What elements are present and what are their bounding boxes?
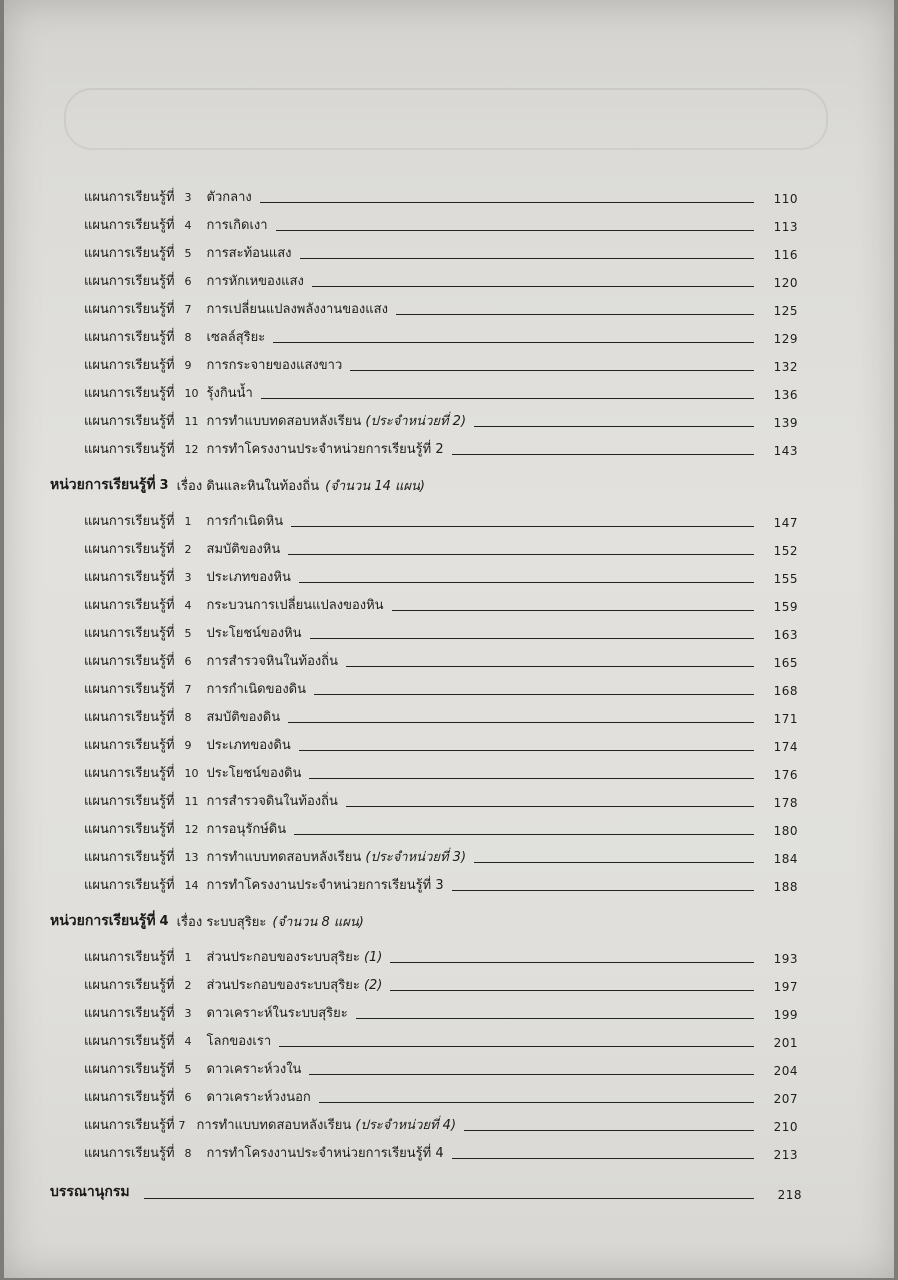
entry-label <box>84 974 382 999</box>
toc-entry <box>4 1027 894 1055</box>
dot-leader <box>390 962 754 963</box>
plan-title: การทำโครงงานประจำหน่วยการเรียนรู้ที่ 2 <box>206 442 444 457</box>
toc-entry <box>4 351 894 379</box>
plan-number: 10 <box>184 767 199 780</box>
topic-word: เรื่อง <box>176 914 203 930</box>
entry-label <box>84 650 338 675</box>
toc-entry <box>4 871 894 899</box>
plan-title: ประโยชน์ของหิน <box>206 626 302 641</box>
plan-title: สมบัติของดิน <box>206 710 281 725</box>
plan-title: การทำแบบทดสอบหลังเรียน <box>196 1118 352 1133</box>
plan-prefix: แผนการเรียนรู้ที่ <box>84 218 175 233</box>
plan-prefix: แผนการเรียนรู้ที่ <box>84 274 175 289</box>
dot-leader <box>273 342 754 343</box>
plan-title: การเกิดเงา <box>206 218 268 233</box>
page-number: 176 <box>773 768 798 782</box>
plan-prefix: แผนการเรียนรู้ที่ <box>84 442 175 457</box>
plan-number: 3 <box>184 1007 192 1020</box>
page-number: 188 <box>773 880 798 894</box>
dot-leader <box>350 370 754 371</box>
dot-leader <box>144 1198 754 1199</box>
plan-prefix: แผนการเรียนรู้ที่ <box>84 542 175 557</box>
plan-prefix: แผนการเรียนรู้ที่ <box>84 878 175 893</box>
plan-number: 6 <box>184 1091 192 1104</box>
entry-label <box>84 790 338 815</box>
plan-number: 6 <box>184 655 192 668</box>
toc-entry <box>4 435 894 463</box>
plan-title: การกำเนิดหิน <box>206 514 284 529</box>
entry-label <box>84 706 280 731</box>
dot-leader <box>396 314 754 315</box>
dot-leader <box>392 610 754 611</box>
page-number: 132 <box>773 360 798 374</box>
toc-group-unit-3 <box>4 507 894 899</box>
dot-leader <box>464 1130 754 1131</box>
dot-leader <box>288 722 754 723</box>
plan-prefix: แผนการเรียนรู้ที่ <box>84 1146 175 1161</box>
page-number: 165 <box>773 656 798 670</box>
plan-prefix: แผนการเรียนรู้ที่ <box>84 822 175 837</box>
plan-number: 12 <box>184 823 199 836</box>
page-number: 201 <box>773 1036 798 1050</box>
toc-entry <box>4 943 894 971</box>
plan-number: 13 <box>184 851 199 864</box>
plan-number: 6 <box>184 275 192 288</box>
plan-number: 7 <box>184 683 192 696</box>
toc-entry <box>4 507 894 535</box>
toc-entry <box>4 703 894 731</box>
plan-note: (2) <box>363 978 383 993</box>
page-number: 125 <box>773 304 798 318</box>
entry-label <box>84 242 292 267</box>
plan-prefix: แผนการเรียนรู้ที่ <box>84 978 175 993</box>
entry-label <box>84 1114 456 1139</box>
toc-entry <box>4 843 894 871</box>
toc-entry <box>4 1139 894 1167</box>
entry-label <box>84 1086 311 1111</box>
plan-title: ดาวเคราะห์ในระบบสุริยะ <box>206 1006 348 1021</box>
entry-label <box>84 762 301 787</box>
entry-label <box>84 382 253 407</box>
entry-label <box>84 874 444 899</box>
plan-title: การทำแบบทดสอบหลังเรียน <box>206 850 362 865</box>
entry-label <box>84 1058 301 1083</box>
plan-prefix: แผนการเรียนรู้ที่ <box>84 1090 175 1105</box>
page-number: 197 <box>773 980 798 994</box>
toc-group-unit-4 <box>4 943 894 1167</box>
plan-prefix: แผนการเรียนรู้ที่ <box>84 766 175 781</box>
plan-prefix: แผนการเรียนรู้ที่ <box>84 738 175 753</box>
topic-word: เรื่อง <box>176 478 203 494</box>
unit-plan-count: (จำนวน 8 แผน) <box>272 914 364 930</box>
plan-prefix: แผนการเรียนรู้ที่ <box>84 710 175 725</box>
plan-number: 8 <box>184 1147 192 1160</box>
plan-number: 8 <box>184 711 192 724</box>
page-number: 147 <box>773 516 798 530</box>
toc-entry <box>4 731 894 759</box>
plan-number: 3 <box>184 191 192 204</box>
page-number: 110 <box>773 192 798 206</box>
page-number: 139 <box>773 416 798 430</box>
toc-entry <box>4 563 894 591</box>
unit-3-heading <box>4 463 894 507</box>
page-number: 163 <box>773 628 798 642</box>
plan-number: 9 <box>184 739 192 752</box>
plan-title: ประเภทของดิน <box>206 738 291 753</box>
dot-leader <box>474 862 754 863</box>
unit-prefix: หน่วยการเรียนรู้ที่ <box>50 477 156 493</box>
plan-note: (1) <box>363 950 383 965</box>
page-number: 210 <box>773 1120 798 1134</box>
plan-title: การทำโครงงานประจำหน่วยการเรียนรู้ที่ 3 <box>206 878 444 893</box>
entry-label <box>84 594 384 619</box>
entry-label <box>84 510 283 535</box>
plan-prefix: แผนการเรียนรู้ที่ <box>84 1006 175 1021</box>
dot-leader <box>294 834 754 835</box>
toc-group-unit-2 <box>4 183 894 463</box>
toc-entry <box>4 971 894 999</box>
entry-label <box>84 1142 444 1167</box>
page-number: 159 <box>773 600 798 614</box>
toc-entry <box>4 323 894 351</box>
plan-number: 9 <box>184 359 192 372</box>
dot-leader <box>319 1102 754 1103</box>
dot-leader <box>309 1074 754 1075</box>
toc-entry <box>4 815 894 843</box>
plan-number: 5 <box>184 247 192 260</box>
dot-leader <box>288 554 754 555</box>
page-number: 168 <box>773 684 798 698</box>
toc-entry <box>4 239 894 267</box>
entry-label <box>84 566 291 591</box>
plan-title: การเปลี่ยนแปลงพลังงานของแสง <box>206 302 388 317</box>
plan-title: การกำเนิดของดิน <box>206 682 306 697</box>
toc-entry <box>4 1111 894 1139</box>
dot-leader <box>261 398 754 399</box>
plan-number: 7 <box>184 303 192 316</box>
dot-leader <box>300 258 754 259</box>
plan-prefix: แผนการเรียนรู้ที่ <box>84 950 175 965</box>
dot-leader <box>279 1046 754 1047</box>
toc-entry <box>4 675 894 703</box>
plan-title: ประเภทของหิน <box>206 570 291 585</box>
page-number: 120 <box>773 276 798 290</box>
page-number: 174 <box>773 740 798 754</box>
entry-label <box>84 818 286 843</box>
page-number: 129 <box>773 332 798 346</box>
plan-title: การทำแบบทดสอบหลังเรียน <box>206 414 362 429</box>
entry-label <box>84 326 265 351</box>
toc-entry <box>4 183 894 211</box>
plan-prefix: แผนการเรียนรู้ที่ <box>84 794 175 809</box>
plan-title: การสะท้อนแสง <box>206 246 292 261</box>
plan-prefix: แผนการเรียนรู้ที่ <box>84 514 175 529</box>
plan-number: 10 <box>184 387 199 400</box>
page-number: 152 <box>773 544 798 558</box>
toc-entry <box>4 759 894 787</box>
unit-prefix: หน่วยการเรียนรู้ที่ <box>50 913 156 929</box>
dot-leader <box>390 990 754 991</box>
dot-leader <box>291 526 754 527</box>
plan-prefix: แผนการเรียนรู้ที่ <box>84 598 175 613</box>
entry-label <box>84 186 252 211</box>
plan-prefix: แผนการเรียนรู้ที่ <box>84 358 175 373</box>
unit-4-heading <box>4 899 894 943</box>
bibliography-row <box>4 1177 894 1207</box>
plan-number: 2 <box>184 543 192 556</box>
toc-entry <box>4 647 894 675</box>
entry-label <box>84 410 466 435</box>
plan-number: 5 <box>184 627 192 640</box>
entry-label <box>84 214 268 239</box>
dot-leader <box>299 750 754 751</box>
plan-prefix: แผนการเรียนรู้ที่ <box>84 302 175 317</box>
dot-leader <box>299 582 754 583</box>
plan-prefix: แผนการเรียนรู้ที่ <box>84 246 175 261</box>
page-number: 204 <box>773 1064 798 1078</box>
plan-title: การสำรวจหินในท้องถิ่น <box>206 654 338 669</box>
dot-leader <box>452 454 754 455</box>
plan-prefix: แผนการเรียนรู้ที่ <box>84 1034 175 1049</box>
entry-label <box>84 1002 348 1027</box>
plan-prefix: แผนการเรียนรู้ที่ <box>84 386 175 401</box>
plan-number: 3 <box>184 571 192 584</box>
unit-plan-count: (จำนวน 14 แผน) <box>325 478 425 494</box>
plan-title: สมบัติของหิน <box>206 542 281 557</box>
plan-note: (ประจำหน่วยที่ 3) <box>365 850 467 865</box>
plan-title: การหักเหของแสง <box>206 274 304 289</box>
toc-entry <box>4 535 894 563</box>
toc-entry <box>4 267 894 295</box>
plan-number: 5 <box>184 1063 192 1076</box>
plan-number: 1 <box>184 951 192 964</box>
entry-label <box>84 678 306 703</box>
entry-label <box>84 270 304 295</box>
plan-title: เซลล์สุริยะ <box>206 330 266 345</box>
plan-prefix: แผนการเรียนรู้ที่ <box>84 850 175 865</box>
entry-label <box>84 354 342 379</box>
plan-title: โลกของเรา <box>206 1034 272 1049</box>
toc-entry <box>4 407 894 435</box>
dot-leader <box>310 638 754 639</box>
plan-title: ตัวกลาง <box>206 190 252 205</box>
plan-number: 11 <box>184 415 199 428</box>
dot-leader <box>452 1158 754 1159</box>
entry-label <box>84 438 444 463</box>
toc-entry <box>4 619 894 647</box>
plan-prefix: แผนการเรียนรู้ที่ <box>84 330 175 345</box>
plan-title: กระบวนการเปลี่ยนแปลงของหิน <box>206 598 384 613</box>
plan-number: 4 <box>184 219 192 232</box>
plan-number: 4 <box>184 1035 192 1048</box>
entry-label <box>84 1030 271 1055</box>
plan-prefix: แผนการเรียนรู้ที่ <box>84 626 175 641</box>
plan-title: การทำโครงงานประจำหน่วยการเรียนรู้ที่ 4 <box>206 1146 444 1161</box>
page-number: 193 <box>773 952 798 966</box>
plan-number: 8 <box>184 331 192 344</box>
entry-label <box>84 298 388 323</box>
plan-title: ส่วนประกอบของระบบสุริยะ <box>206 978 360 993</box>
plan-note: (ประจำหน่วยที่ 2) <box>365 414 467 429</box>
plan-prefix: แผนการเรียนรู้ที่ <box>84 682 175 697</box>
toc-entry <box>4 1083 894 1111</box>
entry-label <box>84 846 466 871</box>
toc-entry <box>4 295 894 323</box>
unit-number: 4 <box>159 913 169 929</box>
show-through-mark <box>64 88 828 150</box>
dot-leader <box>312 286 754 287</box>
plan-title: ดาวเคราะห์วงใน <box>206 1062 302 1077</box>
dot-leader <box>314 694 754 695</box>
dot-leader <box>346 806 754 807</box>
dot-leader <box>356 1018 754 1019</box>
plan-number: 4 <box>184 599 192 612</box>
plan-title: ดาวเคราะห์วงนอก <box>206 1090 311 1105</box>
dot-leader <box>260 202 754 203</box>
toc-entry <box>4 1055 894 1083</box>
entry-label <box>84 946 382 971</box>
table-of-contents <box>4 183 894 1207</box>
plan-prefix: แผนการเรียนรู้ที่ <box>84 1118 175 1133</box>
dot-leader <box>452 890 754 891</box>
unit-topic: ดินและหินในท้องถิ่น <box>206 478 320 494</box>
plan-title: การอนุรักษ์ดิน <box>206 822 287 837</box>
page-number: 199 <box>773 1008 798 1022</box>
plan-title: การสำรวจดินในท้องถิ่น <box>206 794 338 809</box>
plan-number: 7 <box>178 1119 186 1132</box>
document-page <box>4 0 894 1278</box>
page-number: 143 <box>773 444 798 458</box>
page-number: 218 <box>777 1188 802 1202</box>
page-number: 184 <box>773 852 798 866</box>
plan-number: 11 <box>184 795 199 808</box>
page-number: 136 <box>773 388 798 402</box>
plan-prefix: แผนการเรียนรู้ที่ <box>84 654 175 669</box>
plan-number: 2 <box>184 979 192 992</box>
plan-title: ประโยชน์ของดิน <box>206 766 302 781</box>
toc-entry <box>4 787 894 815</box>
plan-title: ส่วนประกอบของระบบสุริยะ <box>206 950 360 965</box>
plan-number: 14 <box>184 879 199 892</box>
page-number: 207 <box>773 1092 798 1106</box>
toc-entry <box>4 211 894 239</box>
entry-label <box>84 734 291 759</box>
page-number: 171 <box>773 712 798 726</box>
plan-prefix: แผนการเรียนรู้ที่ <box>84 570 175 585</box>
toc-entry <box>4 591 894 619</box>
dot-leader <box>276 230 754 231</box>
plan-title: รุ้งกินน้ำ <box>206 386 253 401</box>
plan-number: 12 <box>184 443 199 456</box>
entry-label <box>84 622 302 647</box>
bibliography-label: บรรณานุกรม <box>50 1184 130 1200</box>
entry-label <box>84 538 280 563</box>
plan-prefix: แผนการเรียนรู้ที่ <box>84 414 175 429</box>
plan-title: การกระจายของแสงขาว <box>206 358 343 373</box>
plan-number: 1 <box>184 515 192 528</box>
page-number: 113 <box>773 220 798 234</box>
page-number: 178 <box>773 796 798 810</box>
toc-entry <box>4 999 894 1027</box>
unit-topic: ระบบสุริยะ <box>206 914 267 930</box>
plan-note: (ประจำหน่วยที่ 4) <box>355 1118 457 1133</box>
dot-leader <box>346 666 754 667</box>
page-number: 116 <box>773 248 798 262</box>
plan-prefix: แผนการเรียนรู้ที่ <box>84 1062 175 1077</box>
dot-leader <box>474 426 754 427</box>
toc-entry <box>4 379 894 407</box>
dot-leader <box>309 778 754 779</box>
unit-number: 3 <box>159 477 169 493</box>
page-number: 180 <box>773 824 798 838</box>
plan-prefix: แผนการเรียนรู้ที่ <box>84 190 175 205</box>
page-number: 213 <box>773 1148 798 1162</box>
page-number: 155 <box>773 572 798 586</box>
